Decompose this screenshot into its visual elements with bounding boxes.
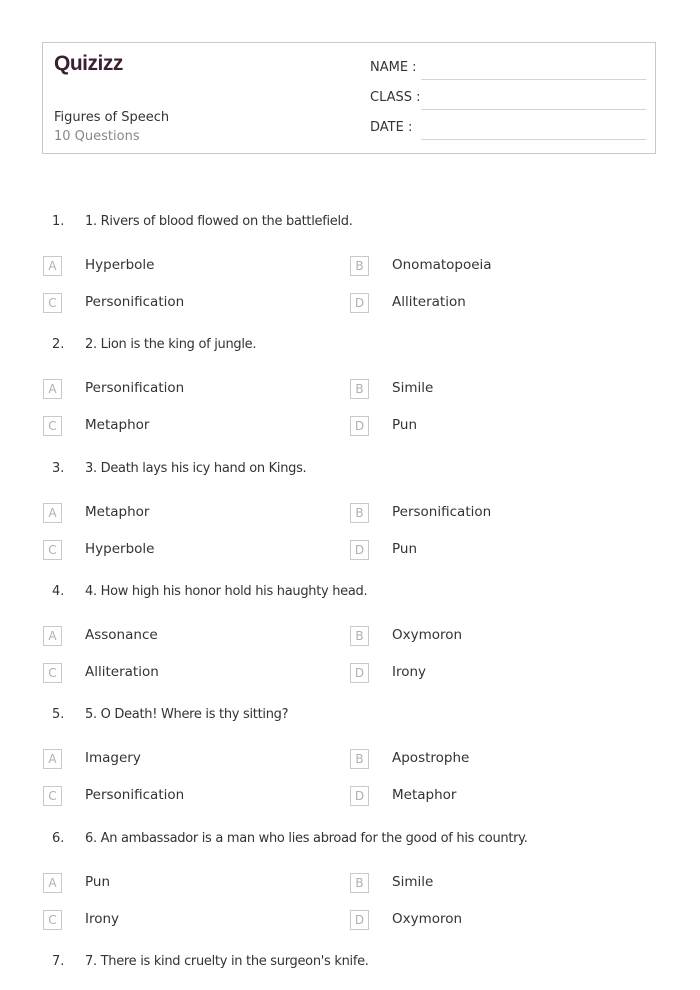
option-letter-box[interactable]: B xyxy=(350,503,369,523)
question-number: 4. xyxy=(52,584,65,599)
option-label: Alliteration xyxy=(85,664,159,680)
option-label: Metaphor xyxy=(85,417,150,433)
worksheet-header xyxy=(42,42,656,154)
worksheet-title: Figures of Speech xyxy=(54,110,170,125)
option-letter-box[interactable]: A xyxy=(43,379,62,399)
option-label: Apostrophe xyxy=(392,750,470,766)
option-label: Onomatopoeia xyxy=(392,257,492,273)
option-letter-box[interactable]: A xyxy=(43,256,62,276)
question-text: 1. Rivers of blood flowed on the battlefield. xyxy=(85,214,353,229)
option-label: Irony xyxy=(392,664,427,680)
option-letter-box[interactable]: A xyxy=(43,626,62,646)
name-field[interactable] xyxy=(370,60,646,80)
option-letter-box[interactable]: C xyxy=(43,293,62,313)
question-number: 5. xyxy=(52,707,65,722)
option-letter-box[interactable]: B xyxy=(350,626,369,646)
question-number: 2. xyxy=(52,337,65,352)
quizizz-logo: Quizizz xyxy=(54,52,123,75)
option-label: Simile xyxy=(392,380,434,396)
option-letter-box[interactable]: A xyxy=(43,749,62,769)
option-label: Pun xyxy=(85,874,111,890)
question-number: 6. xyxy=(52,831,65,846)
option-letter-box[interactable]: D xyxy=(350,540,369,560)
option-label: Hyperbole xyxy=(85,541,155,557)
option-label: Metaphor xyxy=(392,787,457,803)
question-text: 3. Death lays his icy hand on Kings. xyxy=(85,461,307,476)
class-field[interactable] xyxy=(370,90,646,110)
option-label: Metaphor xyxy=(85,504,150,520)
date-line[interactable] xyxy=(421,139,646,140)
option-label: Irony xyxy=(85,911,120,927)
question-number: 1. xyxy=(52,214,65,229)
option-letter-box[interactable]: C xyxy=(43,540,62,560)
option-label: Imagery xyxy=(85,750,141,766)
question-text: 2. Lion is the king of jungle. xyxy=(85,337,257,352)
question-number: 3. xyxy=(52,461,65,476)
question-number: 7. xyxy=(52,954,65,969)
question-text: 5. O Death! Where is thy sitting? xyxy=(85,707,289,722)
option-letter-box[interactable]: C xyxy=(43,786,62,806)
option-letter-box[interactable]: B xyxy=(350,749,369,769)
question-text: 6. An ambassador is a man who lies abroad for the good of his country. xyxy=(85,831,528,846)
date-field[interactable] xyxy=(370,120,646,140)
option-letter-box[interactable]: D xyxy=(350,293,369,313)
option-letter-box[interactable]: D xyxy=(350,786,369,806)
question-text: 7. There is kind cruelty in the surgeon's knife. xyxy=(85,954,369,969)
option-label: Simile xyxy=(392,874,434,890)
option-label: Personification xyxy=(392,504,492,520)
option-letter-box[interactable]: B xyxy=(350,379,369,399)
class-line[interactable] xyxy=(421,109,646,110)
option-label: Personification xyxy=(85,294,185,310)
option-letter-box[interactable]: C xyxy=(43,416,62,436)
option-label: Hyperbole xyxy=(85,257,155,273)
option-label: Alliteration xyxy=(392,294,466,310)
option-label: Pun xyxy=(392,417,418,433)
class-label: CLASS : xyxy=(370,90,421,105)
option-label: Assonance xyxy=(85,627,158,643)
question-count: 10 Questions xyxy=(54,129,140,144)
option-letter-box[interactable]: B xyxy=(350,256,369,276)
option-letter-box[interactable]: B xyxy=(350,873,369,893)
option-letter-box[interactable]: A xyxy=(43,873,62,893)
option-label: Pun xyxy=(392,541,418,557)
option-letter-box[interactable]: D xyxy=(350,663,369,683)
question-text: 4. How high his honor hold his haughty head. xyxy=(85,584,368,599)
option-label: Oxymoron xyxy=(392,911,463,927)
option-label: Personification xyxy=(85,380,185,396)
option-letter-box[interactable]: A xyxy=(43,503,62,523)
name-line[interactable] xyxy=(421,79,646,80)
option-label: Personification xyxy=(85,787,185,803)
name-label: NAME : xyxy=(370,60,417,75)
option-letter-box[interactable]: C xyxy=(43,910,62,930)
option-label: Oxymoron xyxy=(392,627,463,643)
option-letter-box[interactable]: D xyxy=(350,910,369,930)
option-letter-box[interactable]: C xyxy=(43,663,62,683)
date-label: DATE : xyxy=(370,120,413,135)
option-letter-box[interactable]: D xyxy=(350,416,369,436)
